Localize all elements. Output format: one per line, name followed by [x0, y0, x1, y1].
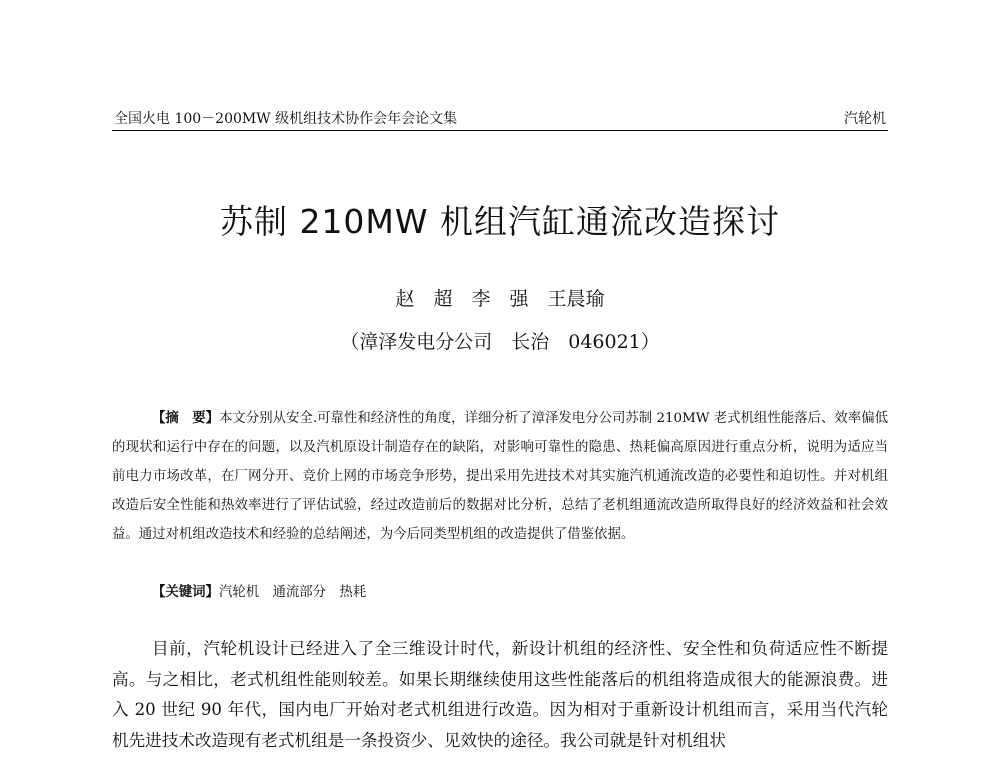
abstract-label: 【摘 要】: [152, 410, 220, 426]
abstract: [112, 404, 888, 550]
keywords: [152, 578, 366, 607]
running-header: [112, 108, 888, 131]
paper-title: 苏制 210MW 机组汽缸通流改造探讨: [219, 202, 781, 241]
keywords-text: 汽轮机 通流部分 热耗: [218, 585, 367, 600]
authors: 赵 超 李 强 王晨瑜: [395, 288, 605, 310]
header-proceedings-title: 全国火电 100－200MW 级机组技术协作会年会论文集: [114, 111, 458, 127]
abstract-text: 本文分别从安全.可靠性和经济性的角度，详细分析了漳泽发电分公司苏制 210MW 老式机组性能落后、效率偏低的现状和运行中存在的问题，以及汽机原设计制造存在的缺陷，对影响可靠性的隐患、热耗偏高原因进行重点分析，说明为适应当前电力市场改革，在厂网分开、竞价上网的市场竞争形势，提出采用先进技术对其实施汽机通流改造的必要性和迫切性。并对机组改造后安全性能和热效率进行了评估试验，经过改造前后的数据对比分析，总结了老机组通流改造所取得良好的经济效益和社会效益。通过对机组改造技术和经验的总结阐述，为今后同类型机组的改造提供了借鉴依据。: [112, 411, 889, 542]
header-section: 汽轮机: [844, 111, 886, 127]
body-paragraph: 目前，汽轮机设计已经进入了全三维设计时代，新设计机组的经济性、安全性和负荷适应性不断提高。与之相比，老式机组性能则较差。如果长期继续使用这些性能落后的机组将造成很大的能源浪费。进入 20 世纪 90 年代，国内电厂开始对老式机组进行改造。因为相对于重新设计机组而言，采用当代汽轮机先进技术改造现有老式机组是一条投资少、见效快的途径。我公司就是针对机组状: [112, 639, 888, 750]
affiliation: （漳泽发电分公司 长治 046021）: [340, 331, 660, 353]
keywords-label: 【关键词】: [152, 584, 219, 600]
